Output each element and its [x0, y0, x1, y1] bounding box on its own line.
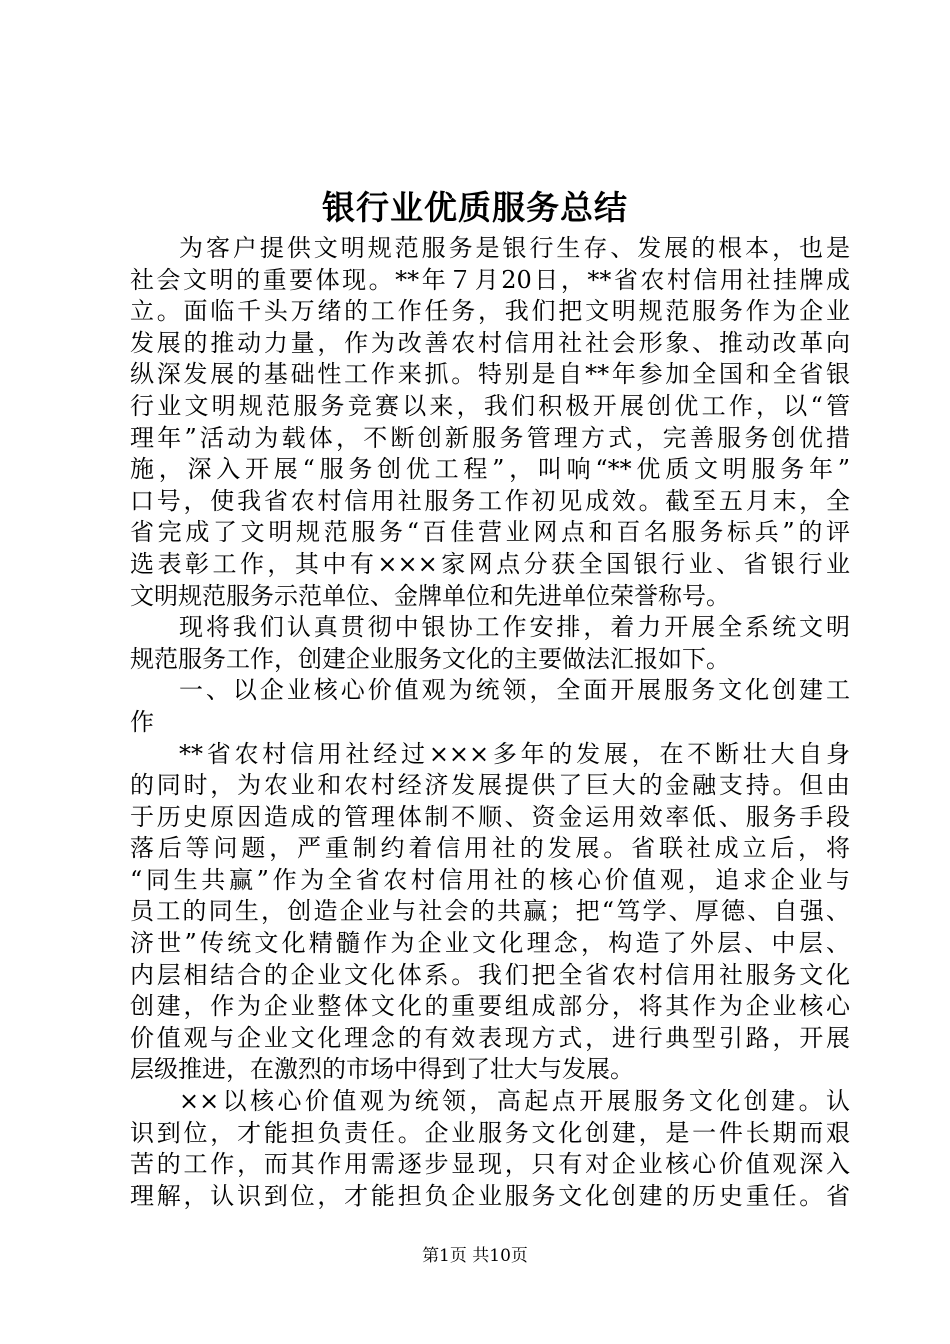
document-body	[130, 233, 850, 1212]
text-line: 纵深发展的基础性工作来抓。特别是自**年参加全国和全省银	[130, 360, 850, 389]
text-line: 社会文明的重要体现。**年７月20日，**省农村信用社挂牌成	[130, 265, 850, 294]
text-line: 规范服务工作，创建企业服务文化的主要做法汇报如下。	[130, 644, 730, 673]
text-line: 的同时，为农业和农村经济发展提供了巨大的金融支持。但由	[130, 771, 850, 800]
text-line: 理年”活动为载体，不断创新服务管理方式，完善服务创优措	[130, 423, 850, 452]
text-line: 济世”传统文化精髓作为企业文化理念，构造了外层、中层、	[130, 929, 850, 958]
text-line: 行业文明规范服务竞赛以来，我们积极开展创优工作，以“管	[130, 391, 850, 420]
text-line: 现将我们认真贯彻中银协工作安排，着力开展全系统文明	[179, 613, 850, 642]
text-line: 员工的同生，创造企业与社会的共赢；把“笃学、厚德、自强、	[130, 897, 850, 926]
text-line: 内层相结合的企业文化体系。我们把全省农村信用社服务文化	[130, 960, 850, 989]
text-line: “同生共赢”作为全省农村信用社的核心价值观，追求企业与	[130, 865, 850, 894]
text-line: 创建，作为企业整体文化的重要组成部分，将其作为企业核心	[130, 992, 850, 1021]
text-line: **省农村信用社经过×××多年的发展，在不断壮大自身	[179, 739, 850, 768]
text-line: 落后等问题，严重制约着信用社的发展。省联社成立后，将	[130, 834, 850, 863]
text-line: 识到位，才能担负责任。企业服务文化创建，是一件长期而艰	[130, 1118, 850, 1147]
section-heading: 作	[130, 707, 154, 736]
page-footer: 第1页 共10页	[422, 1246, 528, 1266]
text-line: 口号，使我省农村信用社服务工作初见成效。截至五月末，全	[130, 486, 850, 515]
section-heading: 一、以企业核心价值观为统领，全面开展服务文化创建工	[179, 676, 850, 705]
text-line: 于历史原因造成的管理体制不顺、资金运用效率低、服务手段	[130, 802, 850, 831]
document-title: 银行业优质服务总结	[322, 188, 628, 227]
text-line: 选表彰工作，其中有×××家网点分获全国银行业、省银行业	[130, 549, 850, 578]
text-line: 发展的推动力量，作为改善农村信用社社会形象、推动改革向	[130, 328, 850, 357]
text-line: 层级推进，在激烈的市场中得到了壮大与发展。	[130, 1055, 634, 1084]
text-line: 施，深入开展“服务创优工程”，叫响“**优质文明服务年”	[130, 455, 850, 484]
text-line: 价值观与企业文化理念的有效表现方式，进行典型引路，开展	[130, 1023, 850, 1052]
text-line: ××以核心价值观为统领，高起点开展服务文化创建。认	[179, 1087, 850, 1116]
text-line: 省完成了文明规范服务“百佳营业网点和百名服务标兵”的评	[130, 518, 850, 547]
text-line: 文明规范服务示范单位、金牌单位和先进单位荣誉称号。	[130, 581, 730, 610]
text-line: 苦的工作，而其作用需逐步显现，只有对企业核心价值观深入	[130, 1150, 850, 1179]
text-line: 理解，认识到位，才能担负企业服务文化创建的历史重任。省	[130, 1181, 850, 1210]
text-line: 为客户提供文明规范服务是银行生存、发展的根本，也是	[179, 234, 850, 262]
text-line: 立。面临千头万绪的工作任务，我们把文明规范服务作为企业	[130, 297, 850, 326]
